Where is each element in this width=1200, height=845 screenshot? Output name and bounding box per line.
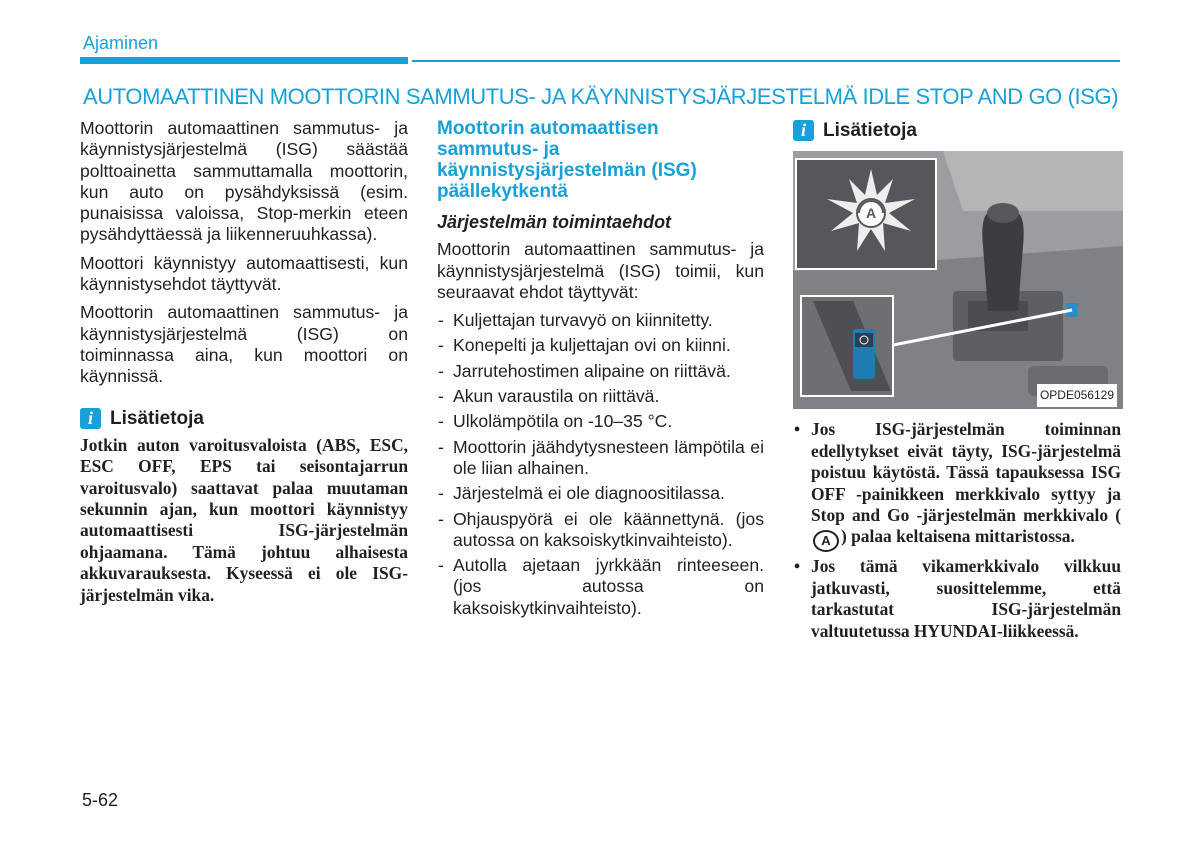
section-label: Ajaminen: [83, 33, 159, 53]
note-text: ) palaa keltaisena mittaristossa.: [841, 526, 1075, 547]
info-title: Lisätietoja: [823, 120, 917, 141]
list-item: - Autolla ajetaan jyrkkään rinteeseen. (jos autossa on kaksoiskytkinvaihteisto).: [437, 555, 764, 619]
info-text: Jotkin auton varoitusvaloista (ABS, ESC, ESC OFF, EPS tai seisontajarrun varoitusvalo) saattavat palaa muutaman sekunnin ajan, kun moottori käynnistyy automaattisesti ISG-järjestelmän ohjaamana. Tämä johtuu alhaisesta akkuvarauksesta. Kyseessä ei ole ISG-järjestelmän vika.: [80, 434, 408, 605]
list-item: - Ohjauspyörä ei ole käännettynä. (jos autossa on kaksoiskytkinvaihteisto).: [437, 509, 764, 552]
conditions-list: [437, 310, 764, 619]
column-right: [793, 118, 1121, 646]
body-paragraph: Moottori käynnistyy automaattisesti, kun käynnistysehdot täyttyvät.: [80, 252, 408, 295]
list-item: - Kuljettajan turvavyö on kiinnitetty.: [437, 310, 764, 331]
figure-code: OPDE056129: [1037, 384, 1117, 407]
conditions-intro: Moottorin automaattinen sammutus- ja käynnistysjärjestelmä (ISG) toimii, kun seuraavat ehdot täyttyvät:: [437, 239, 764, 302]
info-icon: i: [80, 408, 101, 429]
list-item: - Moottorin jäähdytysnesteen lämpötila ei ole liian alhainen.: [437, 437, 764, 480]
subsection-heading: Moottorin automaattisen sammutus- ja käynnistysjärjestelmän (ISG) päällekytkentä: [437, 118, 697, 202]
column-left: [80, 118, 408, 606]
info-icon: i: [793, 120, 814, 141]
page-number: 5-62: [82, 790, 119, 810]
header-rule-thin: [412, 60, 1120, 62]
column-middle: [437, 118, 764, 623]
list-item: • Jos tämä vikamerkkivalo vilkkuu jatkuvasti, suosittelemme, että tarkastutat ISG-järjestelmän valtuutetussa HYUNDAI-liikkeessä.: [793, 556, 1121, 642]
isg-figure: [793, 151, 1123, 409]
body-paragraph: Moottorin automaattinen sammutus- ja käynnistysjärjestelmä (ISG) on toiminnassa aina, kun moottori on käynnissä.: [80, 302, 408, 387]
stop-and-go-indicator-icon: A: [813, 530, 839, 552]
list-item: - Konepelti ja kuljettajan ovi on kiinni.: [437, 335, 764, 356]
list-item: - Ulkolämpötila on -10–35 °C.: [437, 411, 764, 432]
note-text: Jos ISG-järjestelmän toiminnan edellytykset eivät täyty, ISG-järjestelmä poistuu käytöstä. Tässä tapauksessa ISG OFF -painikkeen merkkivalo syttyy ja Stop and Go -järjestelmän merkkivalo (: [811, 419, 1121, 525]
list-item: [793, 419, 1121, 552]
figure-illustration: [793, 151, 1123, 409]
list-item: - Jarrutehostimen alipaine on riittävä.: [437, 361, 764, 382]
info-title: Lisätietoja: [110, 407, 204, 429]
svg-text:A: A: [865, 205, 877, 222]
list-item: - Akun varaustila on riittävä.: [437, 386, 764, 407]
list-item: - Järjestelmä ei ole diagnoositilassa.: [437, 483, 764, 504]
header-rule-thick: [80, 57, 408, 64]
conditions-heading: Järjestelmän toimintaehdot: [437, 212, 672, 232]
body-paragraph: Moottorin automaattinen sammutus- ja käynnistysjärjestelmä (ISG) säästää polttoainetta sammuttamalla moottorin, kun auto on pysähdyksissä (esim. punaisissa valoissa, Stop-merkin eteen pysähdyttäessä ja liikenneruuhkassa).: [80, 118, 408, 245]
notes-list: [793, 419, 1121, 642]
info-heading: [80, 408, 408, 429]
page-title: AUTOMAATTINEN MOOTTORIN SAMMUTUS- JA KÄYNNISTYSJÄRJESTELMÄ IDLE STOP AND GO (ISG): [83, 84, 1119, 109]
info-heading: [793, 120, 1121, 141]
